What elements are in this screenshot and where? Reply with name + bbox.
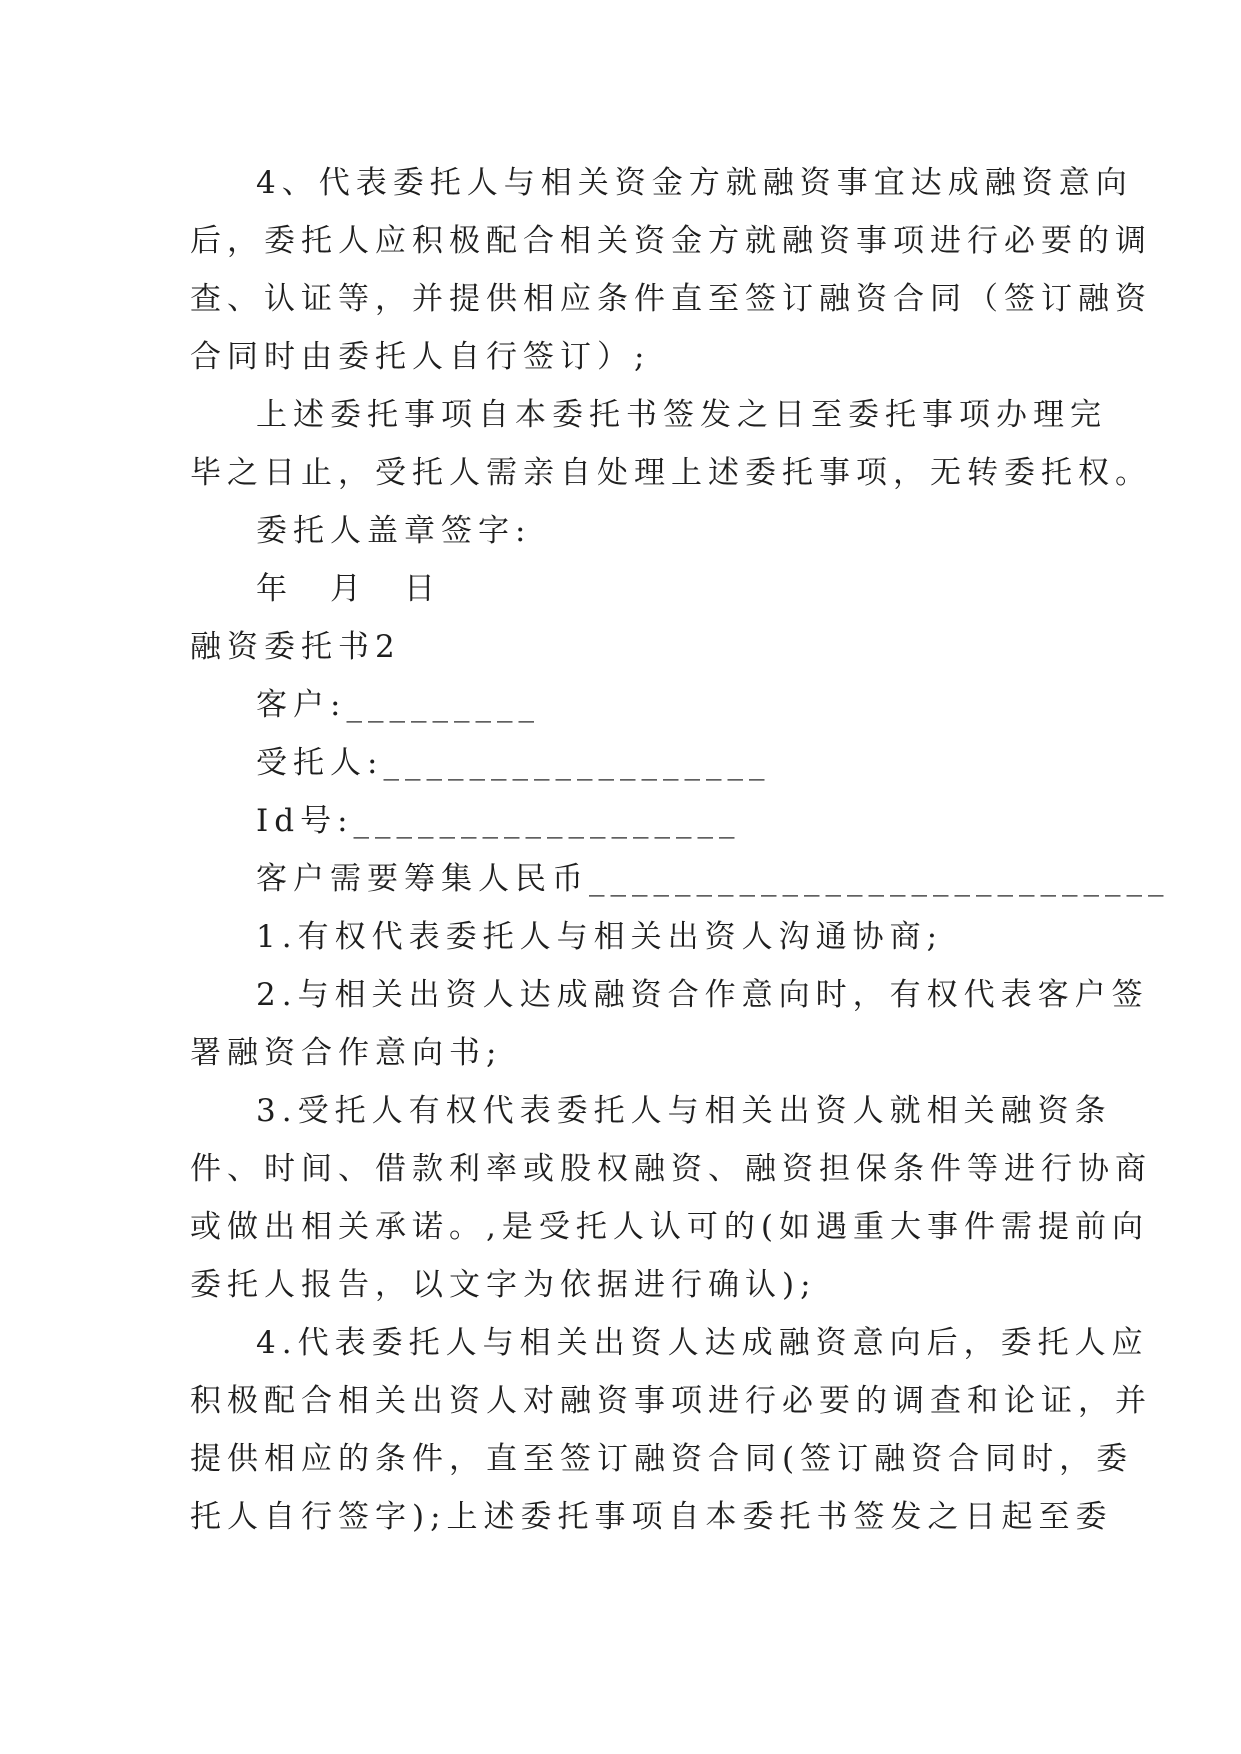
- id-field: Id号:__________________: [256, 803, 741, 839]
- clause-line: 提供相应的条件，直至签订融资合同(签订融资合同时，委: [190, 1441, 1134, 1477]
- clause-line: 2.与相关出资人达成融资合作意向时，有权代表客户签: [256, 977, 1149, 1013]
- amount-field: 客户需要筹集人民币___________________________: [256, 861, 1170, 897]
- paragraph-line: 合同时由委托人自行签订）;: [190, 339, 651, 375]
- trustee-field: 受托人:__________________: [256, 745, 771, 781]
- section-title: 融资委托书2: [190, 629, 401, 665]
- paragraph-line: 毕之日止，受托人需亲自处理上述委托事项，无转委托权。: [190, 455, 1152, 491]
- clause-line: 或做出相关承诺。,是受托人认可的(如遇重大事件需提前向: [190, 1209, 1149, 1245]
- paragraph-line: 4、代表委托人与相关资金方就融资事宜达成融资意向: [256, 165, 1133, 201]
- signature-label: 委托人盖章签字:: [256, 513, 532, 549]
- paragraph-line: 后，委托人应积极配合相关资金方就融资事项进行必要的调: [190, 223, 1152, 259]
- clause-line: 委托人报告，以文字为依据进行确认);: [190, 1267, 817, 1303]
- clause-line: 1.有权代表委托人与相关出资人沟通协商;: [256, 919, 944, 955]
- document-page: [190, 154, 1170, 1546]
- clause-line: 署融资合作意向书;: [190, 1035, 503, 1071]
- paragraph-line: 上述委托事项自本委托书签发之日至委托事项办理完: [256, 397, 1107, 433]
- clause-line: 托人自行签字);上述委托事项自本委托书签发之日起至委: [190, 1499, 1113, 1535]
- date-line: 年 月 日: [256, 571, 441, 607]
- client-field: 客户:_________: [256, 687, 540, 723]
- clause-line: 3.受托人有权代表委托人与相关出资人就相关融资条: [256, 1093, 1112, 1129]
- clause-line: 积极配合相关出资人对融资事项进行必要的调查和论证，并: [190, 1383, 1152, 1419]
- clause-line: 件、时间、借款利率或股权融资、融资担保条件等进行协商: [190, 1151, 1152, 1187]
- paragraph-line: 查、认证等，并提供相应条件直至签订融资合同（签订融资: [190, 281, 1152, 317]
- clause-line: 4.代表委托人与相关出资人达成融资意向后，委托人应: [256, 1325, 1149, 1361]
